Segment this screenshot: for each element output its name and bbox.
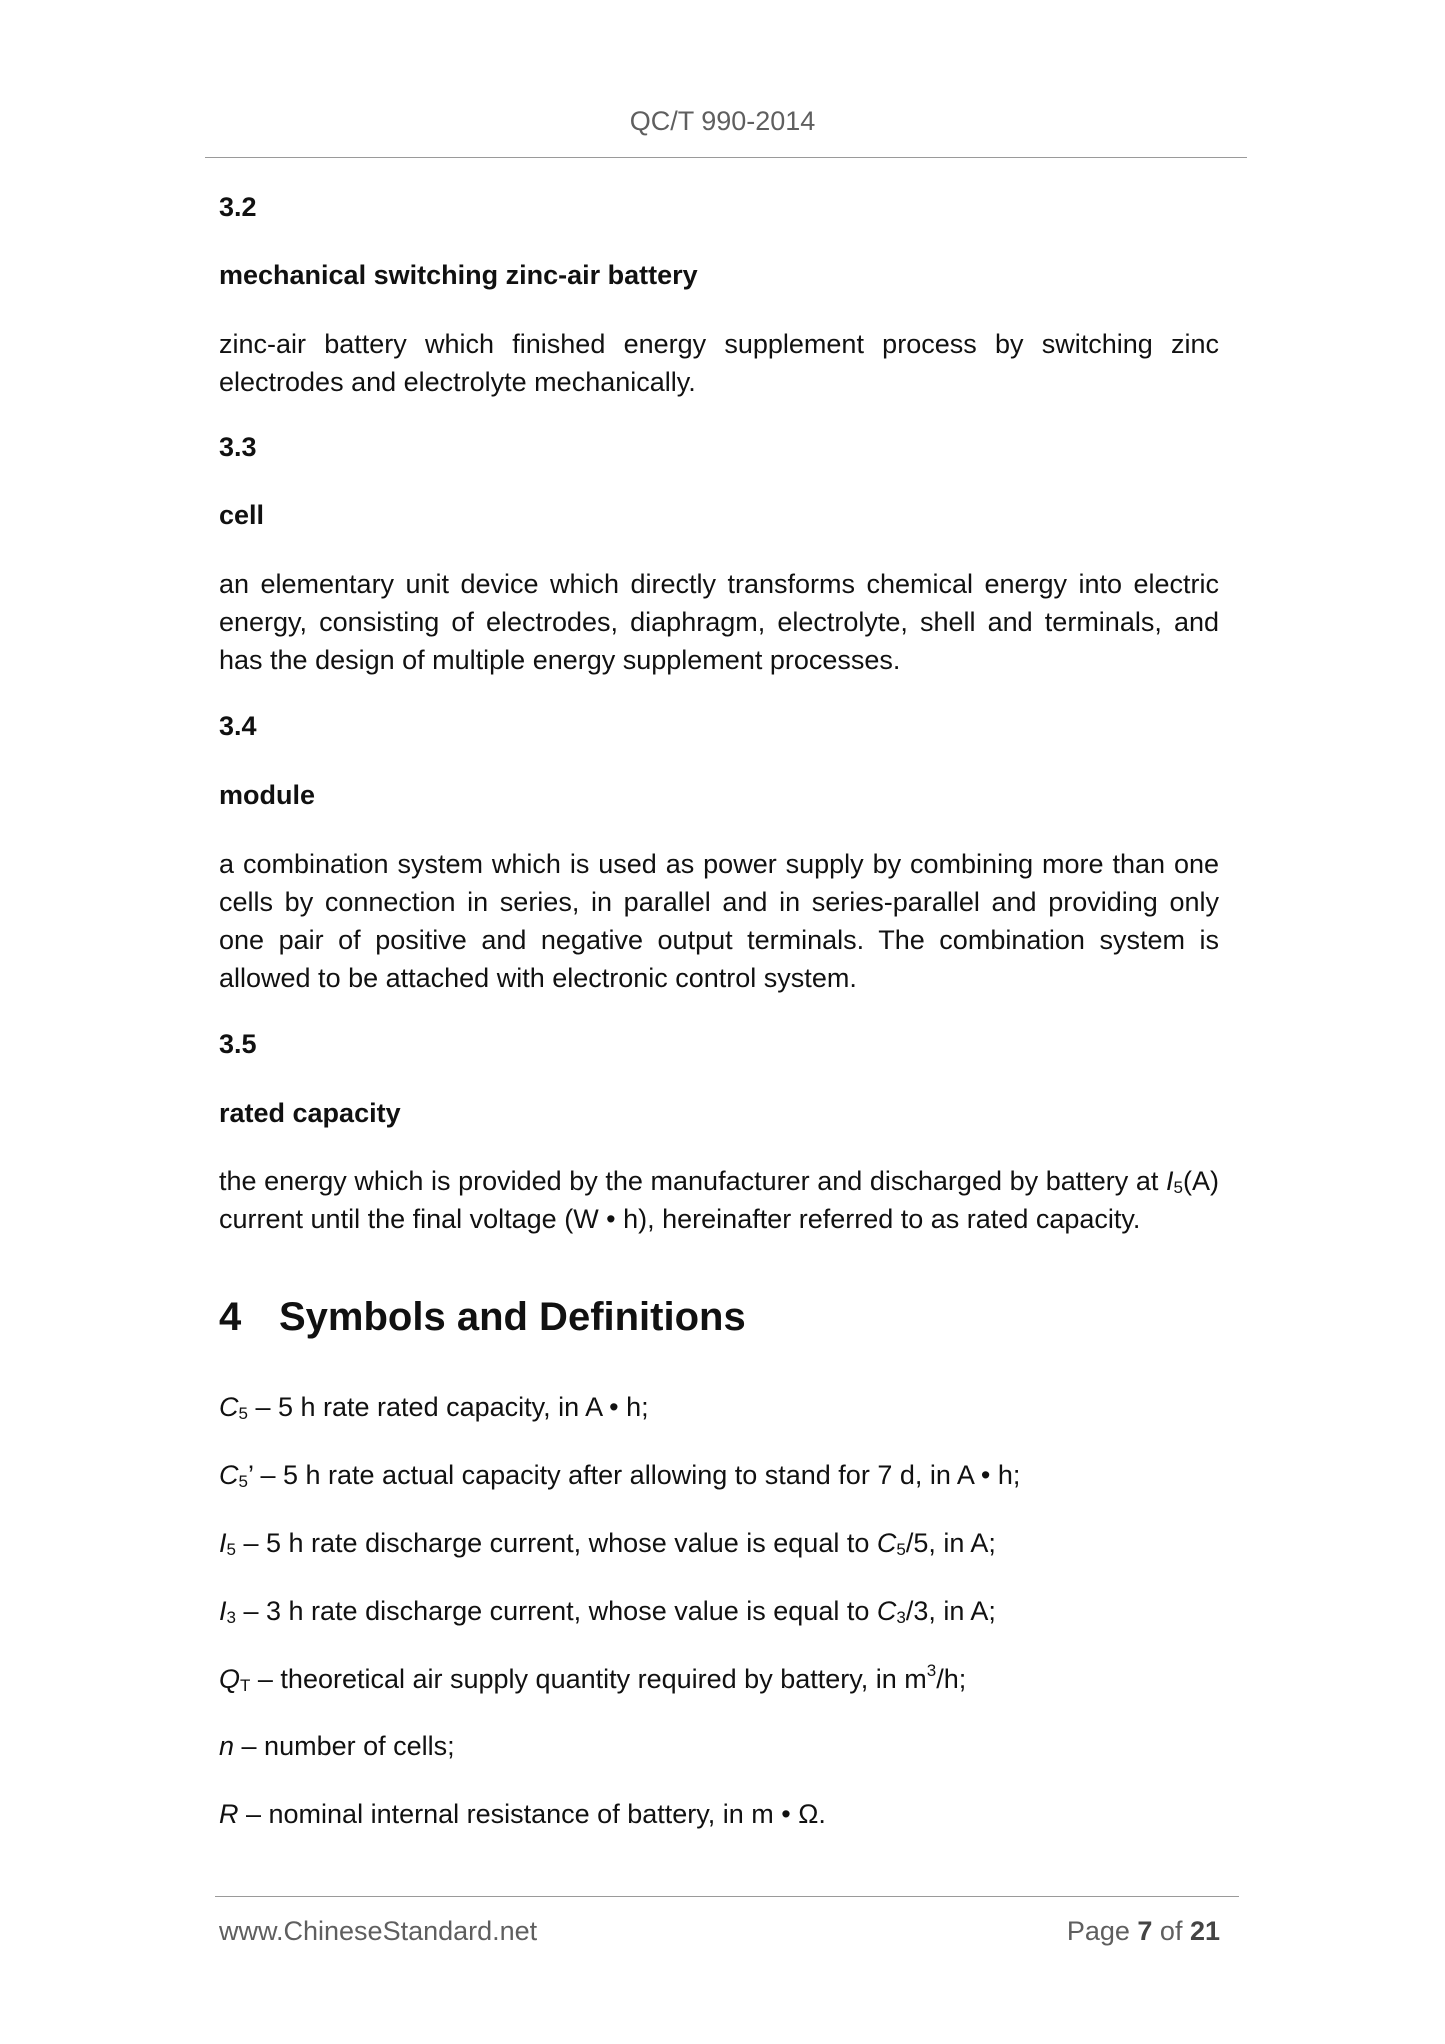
section-heading <box>219 1293 1219 1341</box>
term-number: 3.5 <box>219 1029 257 1059</box>
symbol-definition: $Q_T$ – theoretical air supply quantity required by battery, in $m^3/h$; <box>219 1661 967 1695</box>
term-title: module <box>219 780 316 810</box>
term-title: mechanical switching zinc-air battery <box>219 260 698 290</box>
section-number: 4 <box>219 1295 242 1339</box>
section-title: Symbols and Definitions <box>279 1295 746 1339</box>
symbol-definition: $I_3 - 3$ h rate discharge current, whose value is equal to $C_3/3$, in A; <box>219 1596 996 1627</box>
term-definition: zinc-air battery which finished energy supplement process by switching zinc electrodes and electrolyte mechanically. <box>219 329 1219 397</box>
symbol-definition: n – number of cells; <box>219 1731 455 1761</box>
term-definition: an elementary unit device which directly transforms chemical energy into electric energy, consisting of electrodes, diaphragm, electrolyte, shell and terminals, and has the design of multiple energy supplement processes. <box>219 569 1219 675</box>
symbol-definition: R – nominal internal resistance of battery, in m • Ω. <box>219 1799 826 1829</box>
term-definition: the energy which is provided by the manufacturer and discharged by battery at $I_5(A)$ current until the final voltage (W • h), hereinafter referred to as rated capacity. <box>219 1166 1219 1234</box>
footer-divider <box>215 1896 1239 1897</box>
term-number: 3.2 <box>219 192 257 222</box>
symbol-definition: $C_5 - 5$ h rate rated capacity, in A • h; <box>219 1392 649 1423</box>
footer-website-link[interactable]: www.ChineseStandard.net <box>219 1916 538 1946</box>
term-title: cell <box>219 500 265 530</box>
term-number: 3.3 <box>219 432 257 462</box>
document-id-header: QC/T 990-2014 <box>629 106 816 136</box>
page-number: Page 7 of 21 <box>1066 1916 1220 1946</box>
term-definition: a combination system which is used as power supply by combining more than one cells by connection in series, in parallel and in series-parallel and providing only one pair of positive and negative output terminals. The combination system is allowed to be attached with electronic control system. <box>219 849 1219 993</box>
term-number: 3.4 <box>219 711 257 741</box>
header-divider <box>205 157 1247 158</box>
term-title: rated capacity <box>219 1098 401 1128</box>
symbol-definition: $C_5$’ – 5 h rate actual capacity after allowing to stand for 7 d, in A • h; <box>219 1460 1021 1491</box>
symbol-definition: $I_5 - 5$ h rate discharge current, whose value is equal to $C_5/5$, in A; <box>219 1528 996 1559</box>
